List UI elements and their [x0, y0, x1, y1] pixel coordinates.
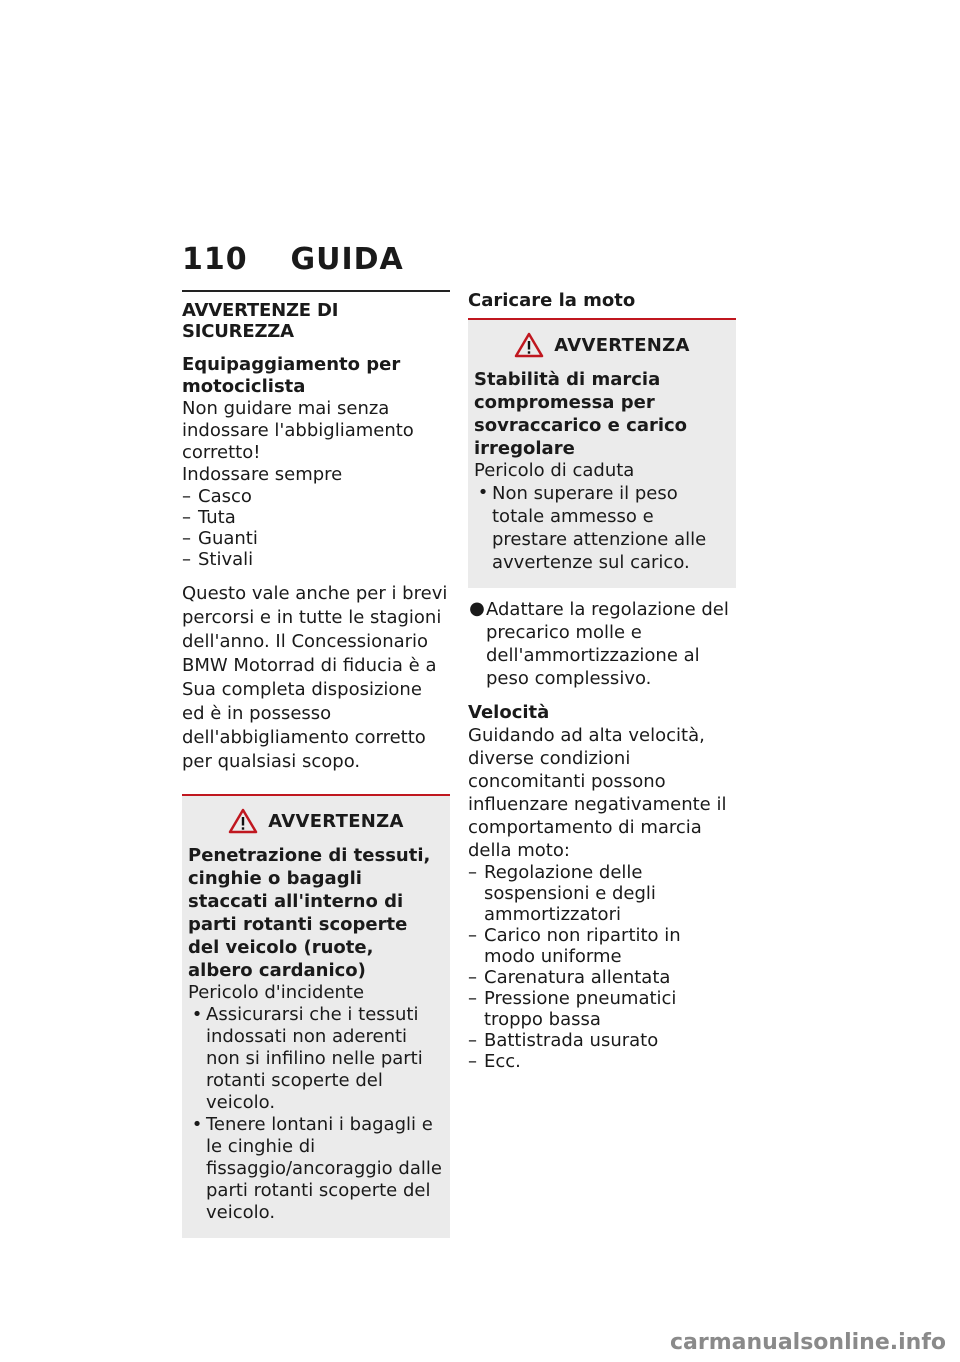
bullet-mark: •	[191, 1004, 203, 1025]
gear-list	[182, 486, 450, 570]
bullet-mark: •	[191, 1114, 203, 1135]
dash-mark: –	[468, 925, 477, 946]
dash-mark: –	[468, 988, 477, 1009]
warning-triangle-icon	[228, 808, 258, 834]
list-item: – Carenatura allentata	[468, 967, 671, 988]
action-bullet-mark: ●	[469, 598, 485, 619]
warning-label: AVVERTENZA	[554, 334, 690, 356]
warning-box	[182, 794, 450, 1238]
dash-mark: –	[182, 549, 191, 570]
dash-mark: –	[182, 507, 191, 528]
list-item: – Carico non ripartito in modo uniforme	[468, 925, 681, 967]
list-item: – Guanti	[182, 528, 258, 549]
warning-bullet: • Non superare il peso totale ammesso e prestare attenzione alle avvertenze sul carico.	[474, 482, 730, 574]
warning-label: AVVERTENZA	[268, 810, 404, 832]
page-header	[182, 242, 404, 277]
page-number: 110	[182, 242, 248, 277]
list-item: – Casco	[182, 486, 252, 507]
dash-mark: –	[182, 528, 191, 549]
warning-bullet: • Assicurarsi che i tessuti indossati non aderenti non si infilino nelle parti rotanti scoperte del veicolo.	[188, 1004, 444, 1114]
intro-text: Non guidare mai senza indossare l'abbigliamento corretto!	[182, 398, 414, 463]
body-paragraph: Questo vale anche per i brevi percorsi e in tutte le stagioni dell'anno. Il Concessionario BMW Motorrad di fiducia è a Sua completa disposizione ed è in possesso dell'abbigliamento corretto per qualsiasi scopo.	[182, 583, 448, 772]
bullet-mark: •	[477, 482, 489, 503]
dash-mark: –	[468, 1030, 477, 1051]
list-item: – Stivali	[182, 549, 254, 570]
action-step: ● Adattare la regolazione del precarico molle e dell'ammortizzazione al peso complessivo.	[469, 598, 729, 689]
dash-mark: –	[182, 486, 191, 507]
left-column	[182, 290, 450, 1238]
right-column	[468, 290, 736, 1072]
speed-factors-list	[468, 862, 736, 1072]
list-intro: Indossare sempre	[182, 464, 343, 485]
warning-title: Penetrazione di tessuti, cinghie o bagagli staccati all'interno di parti rotanti scoperte del veicolo (ruote, albero cardanico)	[188, 845, 431, 981]
warning-header	[474, 332, 730, 358]
warning-subtitle: Pericolo di caduta	[474, 460, 635, 481]
list-item: – Tuta	[182, 507, 236, 528]
speed-intro: Guidando ad alta velocità, diverse condizioni concomitanti possono influenzare negativamente il comportamento di marcia della moto:	[468, 725, 727, 861]
sub-heading: Equipaggiamento per motociclista	[182, 354, 401, 397]
dash-mark: –	[468, 862, 477, 883]
warning-box-load	[468, 318, 736, 588]
warning-bullet: • Tenere lontani i bagagli e le cinghie di fissaggio/ancoraggio dalle parti rotanti scoperte del veicolo.	[188, 1114, 444, 1224]
warning-triangle-icon	[514, 332, 544, 358]
list-item: – Battistrada usurato	[468, 1030, 659, 1051]
list-item: – Pressione pneumatici troppo bassa	[468, 988, 677, 1030]
warning-title: Stabilità di marcia compromessa per sovraccarico e carico irregolare	[474, 369, 688, 459]
speed-heading: Velocità	[468, 702, 550, 723]
section-title: AVVERTENZE DI SICUREZZA	[182, 300, 339, 342]
dash-mark: –	[468, 967, 477, 988]
list-item: – Regolazione delle sospensioni e degli ammortizzatori	[468, 862, 656, 925]
dash-mark: –	[468, 1051, 477, 1072]
warning-subtitle: Pericolo d'incidente	[188, 982, 365, 1003]
warning-header	[188, 808, 444, 834]
chapter-title: GUIDA	[290, 242, 404, 277]
watermark: carmanualsonline.info	[670, 1330, 946, 1355]
section-title-load: Caricare la moto	[468, 290, 636, 311]
list-item: – Ecc.	[468, 1051, 521, 1072]
